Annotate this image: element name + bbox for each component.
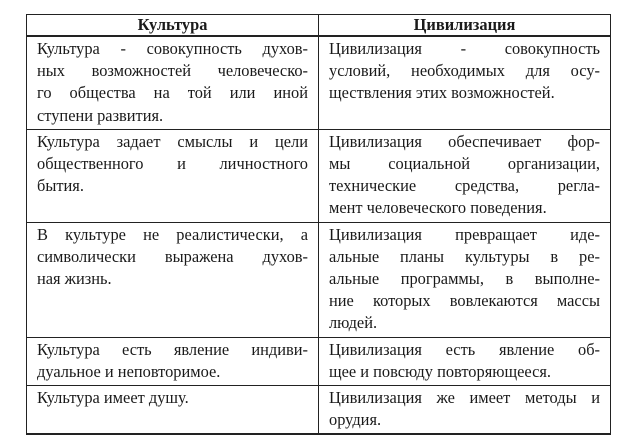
text-line: ществления этих возможностей. — [329, 83, 555, 103]
header-civilization: Цивилизация — [319, 15, 611, 37]
text-line: ных возможностей человеческо- — [37, 61, 308, 81]
text-line: Цивилизация же имеет методы и — [329, 388, 600, 408]
text-line: Культура имеет душу. — [37, 388, 189, 408]
text-line: Цивилизация обеспечивает фор- — [329, 131, 600, 151]
culture-cell — [27, 222, 319, 337]
civilization-cell — [319, 129, 611, 222]
header-culture: Культура — [27, 15, 319, 37]
text-line: мент человеческого поведения. — [329, 198, 547, 218]
table-row — [27, 386, 611, 435]
text-line: Культура задает смыслы и цели — [37, 131, 308, 151]
text-line: Цивилизация есть явление об- — [329, 339, 600, 359]
text-line: ние которых вовлекаются массы — [329, 291, 600, 311]
civilization-cell — [319, 36, 611, 129]
text-line: мы социальной организации, — [329, 154, 600, 174]
text-line: альные планы культуры в ре- — [329, 246, 600, 266]
text-line: ная жизнь. — [37, 269, 112, 289]
table-row — [27, 337, 611, 385]
civilization-cell — [319, 386, 611, 435]
text-line: символически выражена духов- — [37, 246, 308, 266]
text-line: Культура есть явление индиви- — [37, 339, 308, 359]
civilization-cell — [319, 337, 611, 385]
text-line: бытия. — [37, 176, 84, 196]
text-line: ступени развития. — [37, 105, 164, 125]
culture-cell — [27, 36, 319, 129]
header-row — [27, 15, 611, 37]
text-line: технические средства, регла- — [329, 176, 600, 196]
culture-cell — [27, 129, 319, 222]
text-line: альные программы, в выполне- — [329, 269, 600, 289]
text-line: Культура - совокупность духов- — [37, 39, 308, 58]
text-line: людей. — [329, 313, 378, 333]
text-line: го общества на той или иной — [37, 83, 308, 103]
text-line: общественного и личностного — [37, 154, 308, 174]
text-line: щее и повсюду повторяющееся. — [329, 361, 551, 381]
table-row — [27, 36, 611, 129]
table-row — [27, 129, 611, 222]
text-line: Цивилизация - совокупность — [329, 39, 600, 58]
comparison-table — [26, 14, 611, 435]
text-line: дуальное и неповторимое. — [37, 361, 221, 381]
culture-cell — [27, 337, 319, 385]
text-line: В культуре не реалистически, а — [37, 224, 308, 244]
culture-cell — [27, 386, 319, 435]
text-line: орудия. — [329, 410, 382, 430]
civilization-cell — [319, 222, 611, 337]
text-line: условий, необходимых для осу- — [329, 61, 600, 81]
table-row — [27, 222, 611, 337]
text-line: Цивилизация превращает иде- — [329, 224, 600, 244]
